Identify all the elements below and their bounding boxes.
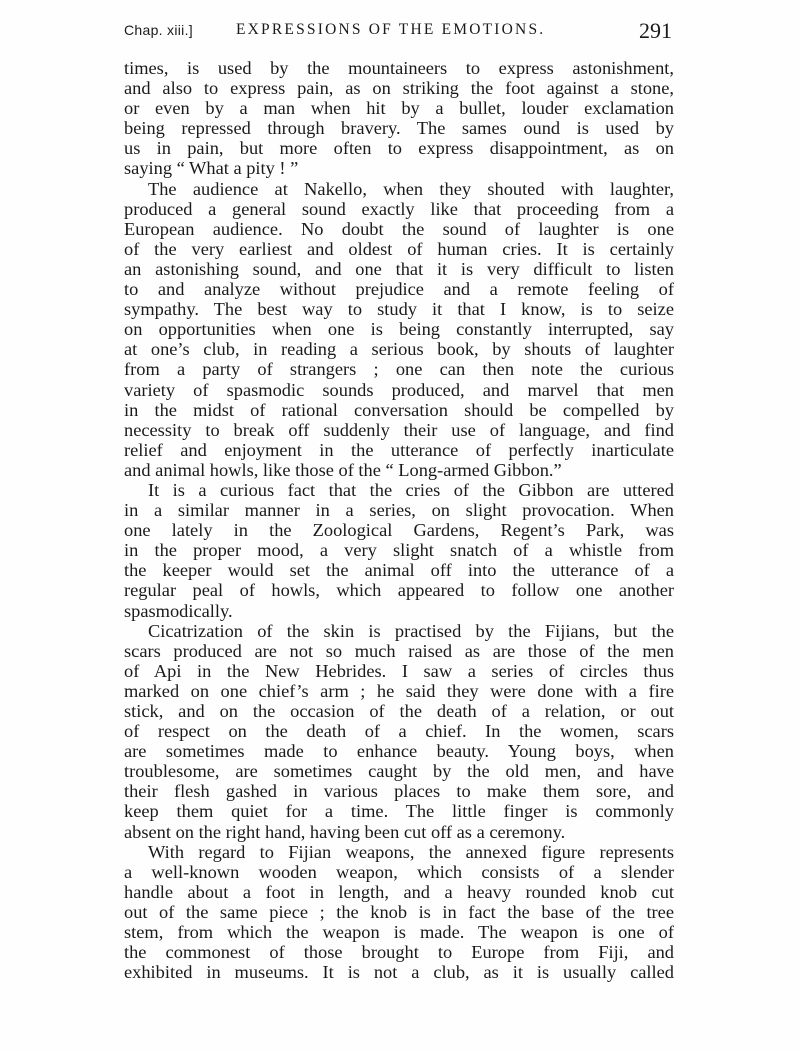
text-line: stick, and on the occasion of the death of a relation, or out	[124, 701, 674, 721]
text-line: from a party of strangers ; one can then note the curious	[124, 359, 674, 380]
chapter-label: Chap. xiii.]	[124, 22, 193, 38]
text-line: handle about a foot in length, and a heavy rounded knob cut	[124, 881, 674, 902]
text-line: troublesome, are sometimes caught by the old men, and have	[124, 761, 674, 782]
text-line: and animal howls, like those of the “ Long-armed Gibbon.”	[124, 459, 562, 480]
text-line: necessity to break off suddenly their use of language, and find	[124, 419, 674, 440]
text-line: one lately in the Zoological Gardens, Regent’s Park, was	[124, 520, 674, 541]
text-line: in the proper mood, a very slight snatch of a whistle from	[124, 540, 674, 561]
text-line: relief and enjoyment in the utterance of perfectly inarticulate	[124, 439, 674, 460]
text-line: of respect on the death of a chief. In the women, scars	[124, 721, 674, 742]
text-line: being repressed through bravery. The sames ound is used by	[124, 118, 674, 139]
text-line: keep them quiet for a time. The little finger is commonly	[124, 801, 674, 822]
text-line: marked on one chief’s arm ; he said they were done with a fire	[124, 680, 674, 701]
text-line: sympathy. The best way to study it that I know, is to seize	[124, 299, 674, 320]
text-line: variety of spasmodic sounds produced, and marvel that men	[124, 379, 674, 400]
text-line: at one’s club, in reading a serious book, by shouts of laughter	[124, 339, 674, 360]
paragraph-start-line: With regard to Fijian weapons, the annexed figure represents	[148, 841, 674, 862]
text-line: in a similar manner in a series, on slight provocation. When	[124, 500, 674, 521]
text-line: stem, from which the weapon is made. The weapon is one of	[124, 922, 674, 943]
text-line: an astonishing sound, and one that it is very difficult to listen	[124, 258, 674, 279]
text-line: times, is used by the mountaineers to express astonishment,	[124, 58, 674, 78]
text-line: a well-known wooden weapon, which consists of a slender	[124, 861, 674, 882]
text-line: of the very earliest and oldest of human cries. It is certainly	[124, 238, 674, 259]
text-line: of Api in the New Hebrides. I saw a series of circles thus	[124, 660, 674, 681]
text-line: out of the same piece ; the knob is in fact the base of the tree	[124, 901, 674, 922]
running-title: EXPRESSIONS OF THE EMOTIONS.	[236, 21, 546, 38]
text-line: to and analyze without prejudice and a remote feeling of	[124, 279, 674, 300]
text-line: on opportunities when one is being constantly interrupted, say	[124, 319, 674, 340]
page-number: 291	[639, 18, 672, 43]
text-line: us in pain, but more often to express disappointment, as on	[124, 138, 674, 159]
text-line: produced a general sound exactly like that proceeding from a	[124, 198, 674, 219]
text-line: European audience. No doubt the sound of laughter is one	[124, 218, 674, 239]
text-line: spasmodically.	[124, 600, 233, 621]
running-header	[124, 18, 672, 46]
text-line: regular peal of howls, which appeared to follow one another	[124, 580, 674, 601]
text-line: scars produced are not so much raised as are those of the men	[124, 640, 674, 661]
paragraph-start-line: The audience at Nakello, when they shouted with laughter,	[148, 178, 674, 199]
paragraph-start-line: Cicatrization of the skin is practised by the Fijians, but the	[148, 620, 674, 641]
text-line: saying “ What a pity ! ”	[124, 158, 299, 179]
text-line: or even by a man when hit by a bullet, louder exclamation	[124, 98, 674, 119]
text-line: absent on the right hand, having been cut off as a ceremony.	[124, 821, 566, 842]
text-line: the keeper would set the animal off into the utterance of a	[124, 560, 674, 581]
text-line: the commonest of those brought to Europe from Fiji, and	[124, 942, 674, 963]
text-line: in the midst of rational conversation should be compelled by	[124, 399, 674, 420]
text-line: and also to express pain, as on striking the foot against a stone,	[124, 78, 674, 99]
paragraph-start-line: It is a curious fact that the cries of the Gibbon are uttered	[148, 479, 674, 500]
text-line: their flesh gashed in various places to make them sore, and	[124, 781, 674, 802]
body-text	[124, 58, 674, 982]
text-line: exhibited in museums. It is not a club, as it is usually called	[124, 962, 674, 983]
text-line: are sometimes made to enhance beauty. Young boys, when	[124, 741, 674, 762]
